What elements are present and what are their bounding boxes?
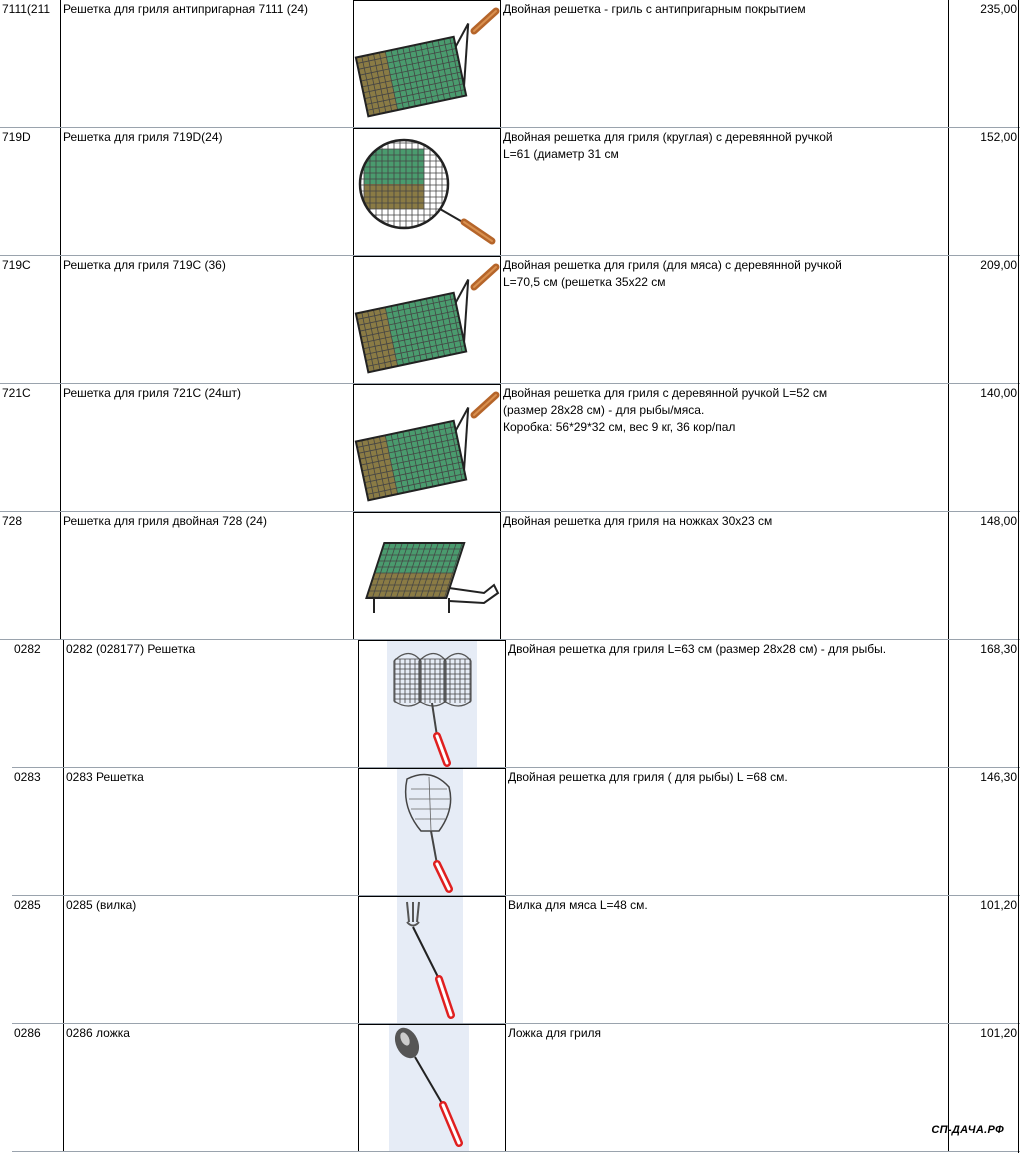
rect-grill-wood-handle-icon [353,256,501,384]
watermark: СП-ДАЧА.РФ [931,1124,1004,1136]
product-code-cell: 0282 [14,642,41,656]
product-price-cell: 148,00 [980,514,1017,528]
meat-fork-red-handle-icon [358,896,506,1024]
product-name-cell: Решетка для гриля 719C (36) [63,258,226,272]
single-fish-grill-red-handle-icon [358,768,506,896]
column-divider [948,0,949,128]
product-description-cell: Двойная решетка для гриля L=63 см (размер 28х28 см) - для рыбы. [508,642,887,656]
product-price-cell: 209,00 [980,258,1017,272]
column-divider [60,384,61,512]
table-row [0,0,1020,128]
table-row [0,896,1020,1024]
product-code-cell: 728 [2,514,23,528]
column-divider [500,128,501,256]
column-divider [500,256,501,384]
table-row [0,768,1020,896]
product-price-cell: 101,20 [980,1026,1017,1040]
product-code-cell: 7111(211 [2,2,51,16]
product-name-cell: Решетка для гриля 721C (24шт) [63,386,241,400]
column-divider [948,256,949,384]
round-grill-wood-handle-icon [353,128,501,256]
product-description-cell: Двойная решетка для гриля (для мяса) с деревянной ручкой L=70,5 см (решетка 35х22 см [503,258,842,289]
rect-grill-wood-handle-icon [353,0,501,128]
column-divider [63,1024,64,1152]
column-divider [63,768,64,896]
product-price-cell: 146,30 [980,770,1017,784]
column-divider [60,512,61,640]
table-right-border [1018,0,1019,1153]
column-divider [948,768,949,896]
product-description-cell: Вилка для мяса L=48 см. [508,898,648,912]
row-divider [12,1151,1020,1152]
product-name-cell: 0286 ложка [66,1026,130,1040]
product-name-cell: 0282 (028177) Решетка [66,642,196,656]
table-row [0,640,1020,768]
product-price-cell: 168,30 [980,642,1017,656]
table-row [0,1024,1020,1152]
product-description-cell: Двойная решетка для гриля (круглая) с деревянной ручкой L=61 (диаметр 31 см [503,130,833,161]
table-row [0,128,1020,256]
product-price-cell: 101,20 [980,898,1017,912]
column-divider [505,896,506,1024]
table-row [0,384,1020,512]
column-divider [948,384,949,512]
product-name-cell: 0283 Решетка [66,770,144,784]
column-divider [60,256,61,384]
product-name-cell: 0285 (вилка) [66,898,137,912]
grill-spoon-red-handle-icon [358,1024,506,1152]
product-price-cell: 235,00 [980,2,1017,16]
product-description-cell: Двойная решетка для гриля на ножках 30х23 см [503,514,773,528]
product-description-cell: Ложка для гриля [508,1026,602,1040]
product-code-cell: 719D [2,130,31,144]
product-name-cell: Решетка для гриля двойная 728 (24) [63,514,267,528]
product-code-cell: 0285 [14,898,41,912]
column-divider [500,384,501,512]
column-divider [948,512,949,640]
table-row [0,512,1020,640]
column-divider [505,1024,506,1152]
product-code-cell: 0286 [14,1026,41,1040]
product-code-cell: 0283 [14,770,41,784]
product-code-cell: 719C [2,258,31,272]
product-code-cell: 721C [2,386,31,400]
product-description-cell: Двойная решетка для гриля ( для рыбы) L =68 см. [508,770,788,784]
column-divider [948,896,949,1024]
fish-grill-red-handle-icon [358,640,506,768]
column-divider [60,128,61,256]
product-description-cell: Двойная решетка - гриль с антипригарным покрытием [503,2,806,16]
product-description-cell: Двойная решетка для гриля с деревянной ручкой L=52 см (размер 28х28 см) - для рыбы/мяса. Коробка: 56*29*32 см, вес 9 кг, 36 кор/пал [503,386,828,434]
column-divider [505,640,506,768]
column-divider [500,0,501,128]
grill-on-legs-icon [353,512,501,640]
column-divider [505,768,506,896]
product-name-cell: Решетка для гриля 719D(24) [63,130,223,144]
product-name-cell: Решетка для гриля антипригарная 7111 (24) [63,2,309,16]
product-price-cell: 140,00 [980,386,1017,400]
column-divider [948,128,949,256]
column-divider [60,0,61,128]
table-row [0,256,1020,384]
column-divider [63,640,64,768]
product-price-cell: 152,00 [980,130,1017,144]
rect-grill-wood-handle-icon [353,384,501,512]
column-divider [63,896,64,1024]
column-divider [500,512,501,640]
column-divider [948,640,949,768]
